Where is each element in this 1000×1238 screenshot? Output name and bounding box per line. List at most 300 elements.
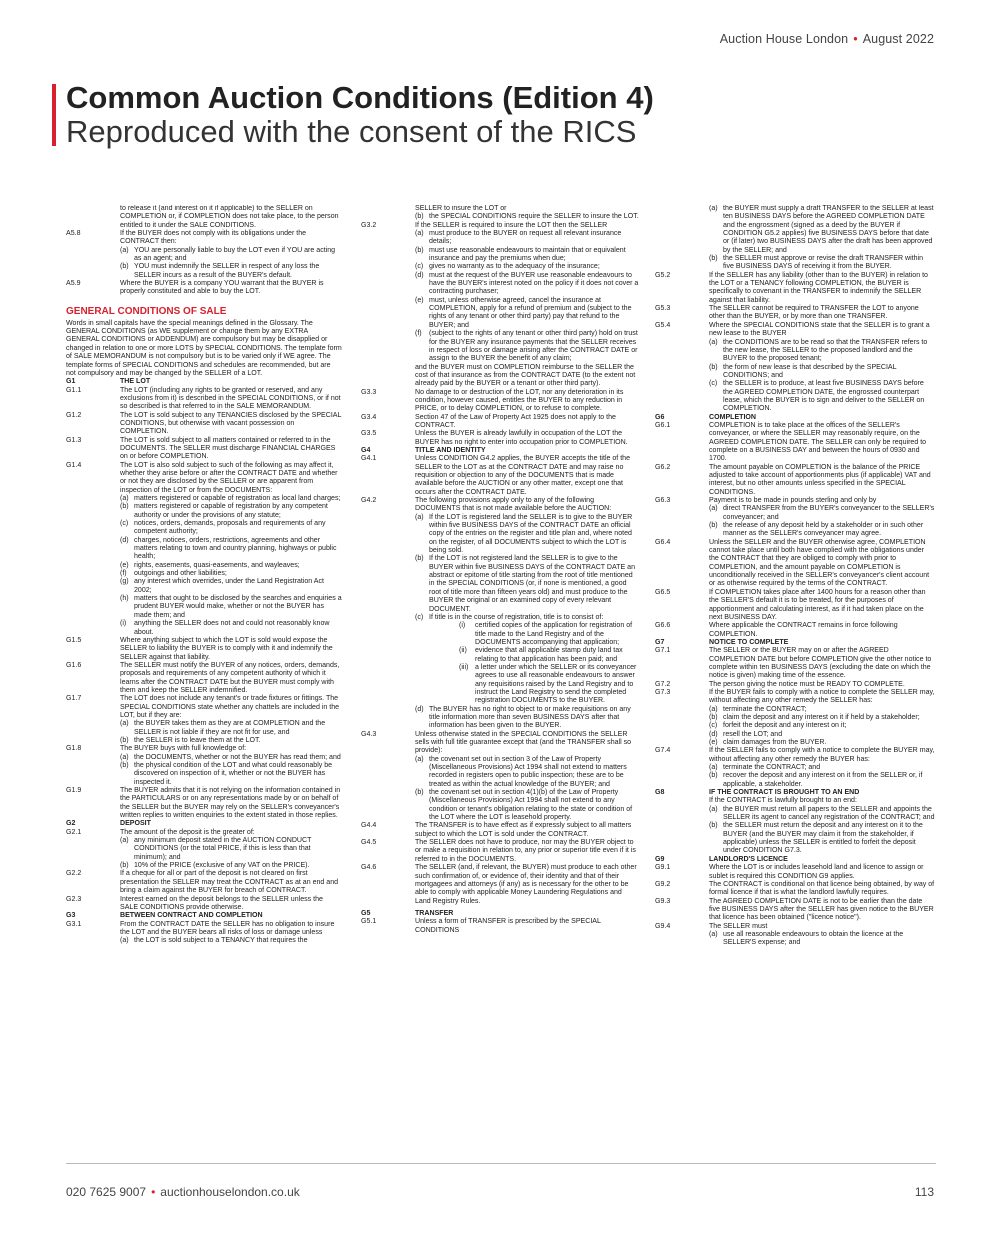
clause-text: NOTICE TO COMPLETE	[709, 638, 789, 646]
subclause-label: (f)	[415, 330, 422, 338]
subclause-text: terminate the CONTRACT; and	[723, 764, 821, 772]
clause-indent	[66, 720, 120, 737]
subclause-text: the physical condition of the LOT and what could reasonably be discovered on inspection of it, whether or not the BUYER has inspected it.	[134, 762, 333, 786]
clause-text: The SELLER does not have to produce, nor may the BUYER object to or make a requisition in relation to, any prior or superior title even if it is referred to in the DOCUMENTS.	[415, 839, 636, 863]
subclause-text: must, unless otherwise agreed, cancel the insurance at COMPLETION, apply for a refund of premium and (subject to the rights of any tenant or other third party) pay that refund to the BUYER; and	[429, 296, 632, 329]
subclause	[120, 737, 342, 745]
clause-row	[361, 497, 639, 514]
clause-indent	[66, 263, 120, 280]
clause-row	[655, 464, 935, 497]
subclause-text: use all reasonable endeavours to obtain the licence at the SELLER'S expense; and	[723, 930, 904, 947]
clause-text: The LOT is sold subject to any TENANCIES disclosed by the SPECIAL CONDITIONS, but otherwise with vacant possession on COMPLETION.	[120, 411, 342, 436]
clause-indent	[361, 272, 415, 297]
subclause-label: (c)	[415, 613, 424, 621]
clause-text: The AGREED COMPLETION DATE is not to be earlier than the date five BUSINESS DAYS after the SELLER has given notice to the BUYER that licence has been obtained ("licence notice").	[709, 897, 934, 922]
subclause-text: YOU are personally liable to buy the LOT even if YOU are acting as an agent; and	[134, 246, 336, 263]
subclause-row	[361, 514, 639, 556]
subclause	[415, 789, 639, 822]
subclause-row	[66, 503, 342, 520]
clause-indent	[66, 562, 120, 570]
subclause-row	[361, 555, 639, 613]
subclause-text: claim damages from the BUYER.	[723, 739, 827, 746]
clause-row	[655, 322, 935, 339]
clause-indent	[655, 822, 709, 855]
subclause-text: direct TRANSFER from the BUYER's conveyancer to the SELLER's conveyancer; and	[723, 505, 935, 521]
subclause-label: (b)	[709, 772, 718, 780]
subclause	[120, 837, 342, 862]
clause-row	[66, 637, 342, 662]
clause-indent	[361, 664, 415, 706]
subclause-label: (b)	[415, 246, 424, 254]
clause-row	[66, 787, 342, 820]
subclause-label: (e)	[120, 561, 129, 569]
subclause-text: 10% of the PRICE (exclusive of any VAT on the PRICE).	[134, 862, 310, 870]
clause-row	[66, 695, 342, 720]
text-column-1	[66, 205, 342, 1160]
subclause	[709, 764, 935, 772]
subclause-row	[66, 595, 342, 620]
subclause-text: the SELLER must approve or revise the draft TRANSFER within five BUSINESS DAYS of receiving it from the BUYER.	[723, 255, 924, 271]
subclause-text: outgoings and other liabilities;	[134, 570, 227, 578]
paragraph: Words in small capitals have the special meanings defined in the Glossary. The GENERAL CONDITIONS (as WE supplement or change them by any EXTRA GENERAL CONDITIONS or ADDENDUM) are compulsory but may be disapplied or changed in relation to one or more LOTS by SPECIAL CONDITIONS. The template form of SALE MEMORANDUM is not compulsory but is to be varied only if WE agree. The template forms of SPECIAL CONDITIONS and schedules are recommended, but are not compulsory and may be changed by the SELLER of a LOT.	[66, 319, 342, 377]
subclause-row	[655, 764, 935, 772]
clause-number: G1.1	[66, 386, 82, 394]
subclause-row	[655, 339, 935, 364]
subclause-label: (g)	[120, 578, 129, 586]
subclause-row	[66, 247, 342, 264]
clause-indent	[361, 622, 415, 647]
subclause-text: the SPECIAL CONDITIONS require the SELLER to insure the LOT.	[429, 213, 639, 221]
clause-number: G3.5	[361, 430, 377, 438]
clause-text: Unless CONDITION G4.2 applies, the BUYER accepts the title of the SELLER to the LOT as at the CONTRACT DATE and may raise no requisition or objection to any of the DOCUMENTS that is made available before the AUCTION or any other matter, except one that occurs after the CONTRACT DATE.	[415, 455, 631, 496]
clause-text: The BUYER admits that it is not relying on the information contained in the PARTICULARS or on any representations made by or on behalf of the SELLER but the BUYER may rely on the SELLER's conveyancer's written replies to written enquiries to the extent stated in those replies.	[120, 787, 341, 820]
clause-indent	[361, 789, 415, 822]
subclause-text: the CONDITIONS are to be read so that the TRANSFER refers to the new lease, the SELLER to the proposed landlord and the BUYER to the proposed tenant;	[723, 338, 928, 363]
subclause	[709, 714, 935, 722]
subclause	[415, 330, 639, 363]
clause-row	[66, 462, 342, 495]
clause-indent	[655, 205, 709, 255]
page-title: Common Auction Conditions (Edition 4)	[66, 80, 654, 115]
clause-text: If a cheque for all or part of the deposit is not cleared on first presentation the SELLER may treat the CONTRACT as at an end and bring a claim against the BUYER for breach of CONTRACT.	[120, 870, 339, 895]
subclause-row	[66, 562, 342, 570]
subclause-label: (b)	[709, 363, 718, 371]
clause-number: G1.5	[66, 636, 82, 644]
clause-row	[655, 589, 935, 622]
clause-number: G5.2	[655, 271, 671, 279]
clause-indent	[66, 578, 120, 595]
subclause	[415, 213, 639, 221]
subclause-label: (a)	[709, 805, 718, 813]
clause-text: SELLER to insure the LOT or	[415, 205, 507, 212]
clause-indent	[361, 647, 415, 664]
subclause-row	[655, 364, 935, 381]
subclause-text: gives no warranty as to the adequacy of the insurance;	[429, 263, 600, 271]
clause-row	[361, 430, 639, 447]
clause-text: DEPOSIT	[120, 820, 151, 828]
clause-number	[361, 205, 415, 213]
subclause-text: a letter under which the SELLER or its conveyancer agrees to use all reasonable endeavours to answer any requisitions raised by the Land Registry and to instruct the Land Registry to send the completed registration DOCUMENTS to the BUYER.	[475, 663, 637, 705]
subclause-text: evidence that all applicable stamp duty land tax relating to that application has been paid; and	[475, 647, 623, 663]
clause-text: If the CONTRACT is lawfully brought to an end:	[709, 797, 857, 805]
subclause-row	[361, 789, 639, 822]
clause-number: G7	[655, 638, 665, 646]
clause-heading	[66, 378, 342, 386]
footer-separator: •	[151, 1185, 156, 1199]
clause-indent	[655, 731, 709, 739]
subclause-row	[66, 737, 342, 745]
clause-indent	[361, 247, 415, 264]
title-block	[52, 82, 932, 148]
clause-text: Unless the SELLER and the BUYER otherwise agree, COMPLETION cannot take place until both have complied with the obligations under the CONTRACT that they are obliged to comply with prior to COMPLETION, and the amount payable on COMPLETION is unconditionally received in the SELLER's conveyancer's client account or as otherwise required by the terms of the CONTRACT.	[709, 538, 930, 588]
subclause-row	[361, 247, 639, 264]
subclause-label: (b)	[709, 822, 718, 830]
subclause-text: recover the deposit and any interest on it from the SELLER or, if applicable, a stakeholder.	[723, 772, 923, 788]
clause-row	[361, 822, 639, 839]
clause-text: The SELLER cannot be required to TRANSFER the LOT to anyone other than the BUYER, or by more than one TRANSFER.	[709, 305, 919, 321]
subclause	[709, 380, 935, 413]
clause-number: G9.3	[655, 897, 671, 905]
subclause-row	[361, 647, 639, 664]
clause-row	[66, 437, 342, 462]
clause-indent	[66, 247, 120, 264]
clause-text: Unless otherwise stated in the SPECIAL CONDITIONS the SELLER sells with full title guarantee except that (and the TRANSFER shall so provide):	[415, 730, 632, 755]
subclause-row	[66, 537, 342, 562]
clause-row	[66, 205, 342, 230]
subclause-text: If the LOT is registered land the SELLER is to give to the BUYER within five BUSINESS DAYS of the CONTRACT DATE an official copy of the entries on the register and title plan and, where noted on the register, of all DOCUMENTS subject to which the LOT is being sold.	[429, 513, 633, 555]
clause-number: G7.4	[655, 747, 671, 755]
subclause	[709, 739, 935, 747]
clause-text: Interest earned on the deposit belongs to the SELLER unless the SALE CONDITIONS provide otherwise.	[120, 895, 323, 911]
text-column-2	[361, 205, 639, 1160]
subclause-label: (ii)	[459, 647, 467, 655]
clause-text: Where the BUYER is a company YOU warrant that the BUYER is properly constituted and able to buy the LOT.	[120, 280, 324, 296]
clause-heading	[655, 856, 935, 864]
subclause-label: (b)	[415, 213, 424, 221]
clause-row	[66, 870, 342, 895]
subclause	[415, 647, 639, 664]
subclause-text: If title is in the course of registration, title is to consist of:	[429, 613, 604, 621]
clause-row	[361, 455, 639, 497]
clause-indent	[66, 762, 120, 787]
clause-heading	[655, 639, 935, 647]
clause-indent	[66, 620, 120, 637]
clause-number	[66, 205, 120, 230]
clause-row	[66, 921, 342, 938]
clause-indent	[655, 772, 709, 789]
subclause-text: must produce to the BUYER on request all relevant insurance details;	[429, 230, 622, 246]
clause-indent	[361, 230, 415, 247]
clause-number: G2.1	[66, 828, 82, 836]
subclause-row	[655, 806, 935, 823]
subclause	[120, 263, 342, 280]
subclause-text: The BUYER has no right to object to or make requisitions on any title information more than seven BUSINESS DAYS after that information has been given to the BUYER.	[429, 705, 631, 730]
clause-number: G9.4	[655, 922, 671, 930]
clause-row	[655, 497, 935, 505]
clause-number: G3.1	[66, 920, 82, 928]
clause-text: If the SELLER has any liability (other than to the BUYER) in relation to the LOT or a TENANCY following COMPLETION, the BUYER is specifically to covenant in the TRANSFER to indemnify the SELLER against that liability.	[709, 271, 928, 304]
clause-indent	[655, 380, 709, 413]
clause-indent	[655, 364, 709, 381]
clause-indent	[655, 806, 709, 823]
clause-row	[66, 280, 342, 297]
subclause-text: the SELLER is to produce, at least five BUSINESS DAYS before the AGREED COMPLETION DATE, the engrossed counterpart lease, which the BUYER is to sign and deliver to the SELLER on COMPLETION.	[723, 380, 925, 413]
clause-text: If COMPLETION takes place after 1400 hours for a reason other than the SELLER'S default it is to be treated, for the purposes of apportionment and calculating interest, as if it had taken place on the next BUSINESS DAY.	[709, 588, 926, 621]
clause-row	[655, 923, 935, 931]
clause-number: G1.6	[66, 661, 82, 669]
subclause-row	[361, 622, 639, 647]
clause-number: G5.3	[655, 305, 671, 313]
clause-text: The TRANSFER is to have effect as if expressly subject to all matters subject to which the LOT is sold under the CONTRACT.	[415, 822, 632, 838]
subclause-row	[66, 263, 342, 280]
subclause-row	[361, 230, 639, 247]
subclause-row	[361, 263, 639, 271]
clause-number: G1.8	[66, 745, 82, 753]
clause-text: If the BUYER fails to comply with a notice to complete the SELLER may, without affecting any other remedy the SELLER has:	[709, 688, 935, 705]
clause-number: G3	[66, 912, 76, 920]
clause-number: G9.1	[655, 864, 671, 872]
subclause-label: (a)	[120, 720, 129, 728]
subclause	[709, 822, 935, 855]
subclause-label: (a)	[120, 837, 129, 845]
page-number: 113	[914, 1185, 934, 1199]
clause-row	[66, 412, 342, 437]
clause-text: If the SELLER fails to comply with a notice to complete the BUYER may, without affecting any other remedy the BUYER has:	[709, 747, 935, 763]
subclause	[120, 595, 342, 620]
subclause-label: (b)	[120, 762, 129, 769]
clause-number: G2.2	[66, 870, 82, 878]
clause-indent	[66, 503, 120, 520]
subclause	[709, 806, 935, 823]
clause-row	[66, 745, 342, 753]
clause-heading	[361, 447, 639, 455]
clause-indent	[655, 255, 709, 272]
clause-indent	[66, 537, 120, 562]
clause-row	[655, 422, 935, 464]
clause-indent	[655, 714, 709, 722]
subclause	[709, 731, 935, 739]
clause-text: The LOT (including any rights to be granted or reserved, and any exclusions from it) is described in the SPECIAL CONDITIONS, or if not so described is that referred to in the SALE MEMORANDUM.	[120, 386, 341, 411]
subclause	[120, 503, 342, 520]
clause-number: G1.9	[66, 787, 82, 795]
subclause-text: (subject to the rights of any tenant or other third party) hold on trust for the BUYER any insurance payments that the SELLER receives in respect of loss or damage arising after the CONTRACT DATE or assign to the BUYER the benefit of any claim;	[429, 330, 638, 363]
subclause-row	[66, 620, 342, 637]
clause-row	[655, 647, 935, 680]
subclause-row	[655, 522, 935, 539]
clause-indent	[66, 520, 120, 537]
subclause	[120, 762, 342, 787]
clause-text: Where anything subject to which the LOT is sold would expose the SELLER to liability the BUYER is to comply with it and indemnify the SELLER against that liability.	[120, 636, 333, 661]
subclause	[120, 247, 342, 264]
clause-text: The CONTRACT is conditional on that licence being obtained, by way of formal licence if that is what the landlord lawfully requires.	[709, 880, 935, 897]
clause-row	[655, 681, 935, 689]
clause-indent	[361, 514, 415, 556]
clause-indent	[66, 737, 120, 745]
clause-indent	[655, 722, 709, 730]
text-column-3	[655, 205, 935, 1160]
clause-number: G1.3	[66, 436, 82, 444]
clause-indent	[655, 505, 709, 522]
clause-row	[655, 797, 935, 805]
subclause	[709, 255, 935, 272]
subclause-row	[655, 822, 935, 855]
clause-number: G6	[655, 413, 665, 421]
subclause-label: (iii)	[459, 663, 469, 671]
subclause-label: (a)	[120, 937, 129, 945]
header-brand: Auction House London	[719, 32, 849, 46]
subclause	[415, 514, 639, 556]
subclause-row	[361, 213, 639, 221]
subclause	[120, 570, 342, 578]
clause-heading	[66, 912, 342, 920]
subclause-row	[361, 330, 639, 363]
clause-row	[66, 896, 342, 913]
clause-text: The person giving the notice must be READY TO COMPLETE.	[709, 680, 905, 688]
clause-text: The SELLER must notify the BUYER of any notices, orders, demands, proposals and requirements of any competent authority of which it learns after the CONTRACT DATE but the BUYER must comply with them and keep the SELLER indemnified.	[120, 661, 340, 694]
subclause-text: certified copies of the application for registration of title made to the Land Registry and of the DOCUMENTS accompanying that application;	[475, 622, 633, 646]
subclause	[709, 706, 935, 714]
subclause-text: matters registered or capable of registration by any competent authority or under the provisions of any statute;	[134, 503, 328, 519]
clause-indent	[361, 263, 415, 271]
clause-row	[361, 731, 639, 756]
subclause	[709, 772, 935, 789]
subclause-text: any interest which overrides, under the Land Registration Act 2002;	[134, 578, 324, 594]
clause-row	[361, 205, 639, 213]
clause-text: COMPLETION is to take place at the offices of the SELLER's conveyancer, or where the SELLER may reasonably require, on the AGREED COMPLETION DATE. The SELLER can only be required to complete on a BUSINESS DAY and between the hours of 0930 and 1700.	[709, 421, 927, 463]
subclause-text: the BUYER takes them as they are at COMPLETION and the SELLER is not liable if they are not fit for use, and	[134, 720, 326, 736]
clause-number: G6.6	[655, 622, 671, 630]
clause-text: and the BUYER must on COMPLETION reimburse to the SELLER the cost of that insurance as from the CONTRACT DATE (to the extent not already paid by the BUYER or a tenant or other third party).	[415, 363, 636, 388]
clause-number: G7.3	[655, 688, 671, 696]
page-header	[720, 32, 934, 46]
header-date: August 2022	[862, 32, 934, 46]
subclause-row	[655, 255, 935, 272]
subclause-label: (e)	[709, 739, 718, 746]
clause-text: The SELLER must	[709, 922, 768, 930]
clause-number: G4.6	[361, 864, 377, 872]
subclause-text: the covenant set out in section 4(1)(b) of the Law of Property (Miscellaneous Provisions) Act 1994 shall not extend to any condition or tenant's obligation relating to the state or condition of the LOT where the LOT is leasehold property.	[429, 789, 633, 822]
subclause	[415, 230, 639, 247]
subclause-label: (f)	[120, 570, 127, 578]
footer-divider	[66, 1163, 936, 1164]
section-heading: GENERAL CONDITIONS OF SALE	[66, 305, 227, 317]
subclause-text: matters registered or capable of registration as local land charges;	[134, 495, 341, 502]
subclause	[415, 272, 639, 297]
subclause-text: the LOT is sold subject to a TENANCY that requires the	[134, 937, 308, 945]
clause-text: From the CONTRACT DATE the SELLER has no obligation to insure the LOT and the BUYER bears all risks of loss or damage unless	[120, 920, 335, 936]
subclause-text: the form of new lease is that described by the SPECIAL CONDITIONS; and	[723, 363, 897, 379]
clause-text: IF THE CONTRACT IS BROUGHT TO AN END	[709, 789, 860, 797]
subclause-label: (b)	[415, 789, 424, 797]
subclause-text: YOU must indemnify the SELLER in respect of any loss the SELLER incurs as a result of the BUYER's default.	[134, 263, 320, 279]
subclause-text: the release of any deposit held by a stakeholder or in such other manner as the SELLER's conveyancer may agree.	[723, 522, 924, 538]
subclause-row	[66, 762, 342, 787]
subclause-text: matters that ought to be disclosed by the searches and enquiries a prudent BUYER would make, whether or not the BUYER has made them; and	[134, 595, 342, 619]
subclause	[120, 520, 342, 537]
clause-number	[655, 797, 709, 805]
subclause	[415, 247, 639, 264]
clause-heading	[66, 820, 342, 828]
subclause-row	[655, 739, 935, 747]
clause-indent	[361, 555, 415, 613]
subclause-row	[361, 272, 639, 297]
clause-text: Unless the BUYER is already lawfully in occupation of the LOT the BUYER has no right to enter into occupation prior to COMPLETION.	[415, 430, 628, 446]
subclause	[120, 937, 342, 945]
clause-number: G4.1	[361, 455, 377, 463]
subclause-text: the SELLER must return the deposit and any interest on it to the BUYER (and the BUYER may claim it from the stakeholder, if applicable) unless the SELLER is entitled to forfeit the deposit under CONDITION G7.3.	[723, 822, 923, 855]
subclause	[415, 706, 639, 731]
subclause-label: (a)	[120, 246, 129, 254]
subclause	[709, 339, 935, 364]
clause-number: G1.2	[66, 411, 82, 419]
clause-indent	[655, 739, 709, 747]
subclause-label: (a)	[120, 495, 129, 502]
clause-indent	[361, 706, 415, 731]
clause-row	[655, 272, 935, 305]
footer-website: auctionhouselondon.co.uk	[160, 1185, 300, 1199]
subclause-text: must use reasonable endeavours to maintain that or equivalent insurance and pay the premiums when due;	[429, 246, 626, 263]
subclause	[120, 578, 342, 595]
subclause-text: charges, notices, orders, restrictions, agreements and other matters relating to town and country planning, highways or public health;	[134, 536, 337, 561]
clause-text: Unless a form of TRANSFER is prescribed by the SPECIAL CONDITIONS	[415, 918, 601, 934]
subclause-text: the SELLER is to leave them at the LOT.	[134, 736, 261, 744]
subclause	[415, 555, 639, 613]
clause-row	[361, 414, 639, 431]
subclause-text: the BUYER must return all papers to the SELLER and appoints the SELLER its agent to cancel any registration of the CONTRACT; and	[723, 805, 935, 822]
subclause-row	[655, 931, 935, 948]
clause-indent	[655, 522, 709, 539]
clause-row	[361, 222, 639, 230]
subclause-text: the covenant set out in section 3 of the Law of Property (Miscellaneous Provisions) Act 1994 shall not extend to matters recorded in registers open to public inspection; these are to be treated as within the actual knowledge of the BUYER; and	[429, 755, 627, 788]
subclause	[120, 754, 342, 762]
subclause-row	[361, 706, 639, 731]
page-subtitle: Reproduced with the consent of the RICS	[66, 114, 637, 149]
clause-text: THE LOT	[120, 378, 151, 386]
clause-indent	[361, 297, 415, 330]
subclause-row	[66, 520, 342, 537]
clause-indent	[655, 764, 709, 772]
subclause-label: (c)	[709, 380, 718, 388]
clause-number: G1.4	[66, 461, 82, 469]
subclause	[709, 931, 935, 948]
clause-number: G6.3	[655, 497, 671, 505]
clause-text: Section 47 of the Law of Property Act 1925 does not apply to the CONTRACT.	[415, 413, 616, 429]
subclause-text: must at the request of the BUYER use reasonable endeavours to have the BUYER's interest noted on the policy if it does not cover a contracting purchaser;	[429, 271, 639, 296]
subclause-label: (d)	[415, 271, 424, 279]
clause-row	[655, 622, 935, 639]
subclause	[120, 537, 342, 562]
clause-indent	[655, 339, 709, 364]
subclause	[120, 862, 342, 870]
clause-text: LANDLORD'S LICENCE	[709, 855, 788, 863]
subclause-text: anything the SELLER does not and could not reasonably know about.	[134, 620, 330, 636]
clause-number: G1	[66, 378, 76, 386]
clause-row	[361, 864, 639, 906]
footer-phone: 020 7625 9007	[66, 1185, 147, 1199]
subclause-row	[66, 754, 342, 762]
clause-row	[361, 918, 639, 935]
subclause-label: (a)	[120, 753, 129, 761]
clause-number: G4.5	[361, 839, 377, 847]
subclause-label: (b)	[709, 255, 718, 263]
subclause-label: (h)	[120, 595, 129, 603]
clause-text: Where the LOT is or includes leasehold land and licence to assign or sublet is required this CONDITION G9 applies.	[709, 864, 924, 880]
subclause	[709, 505, 935, 522]
subclause-label: (d)	[120, 536, 129, 544]
subclause	[709, 364, 935, 381]
clause-number: G2	[66, 820, 76, 828]
clause-row	[655, 305, 935, 322]
